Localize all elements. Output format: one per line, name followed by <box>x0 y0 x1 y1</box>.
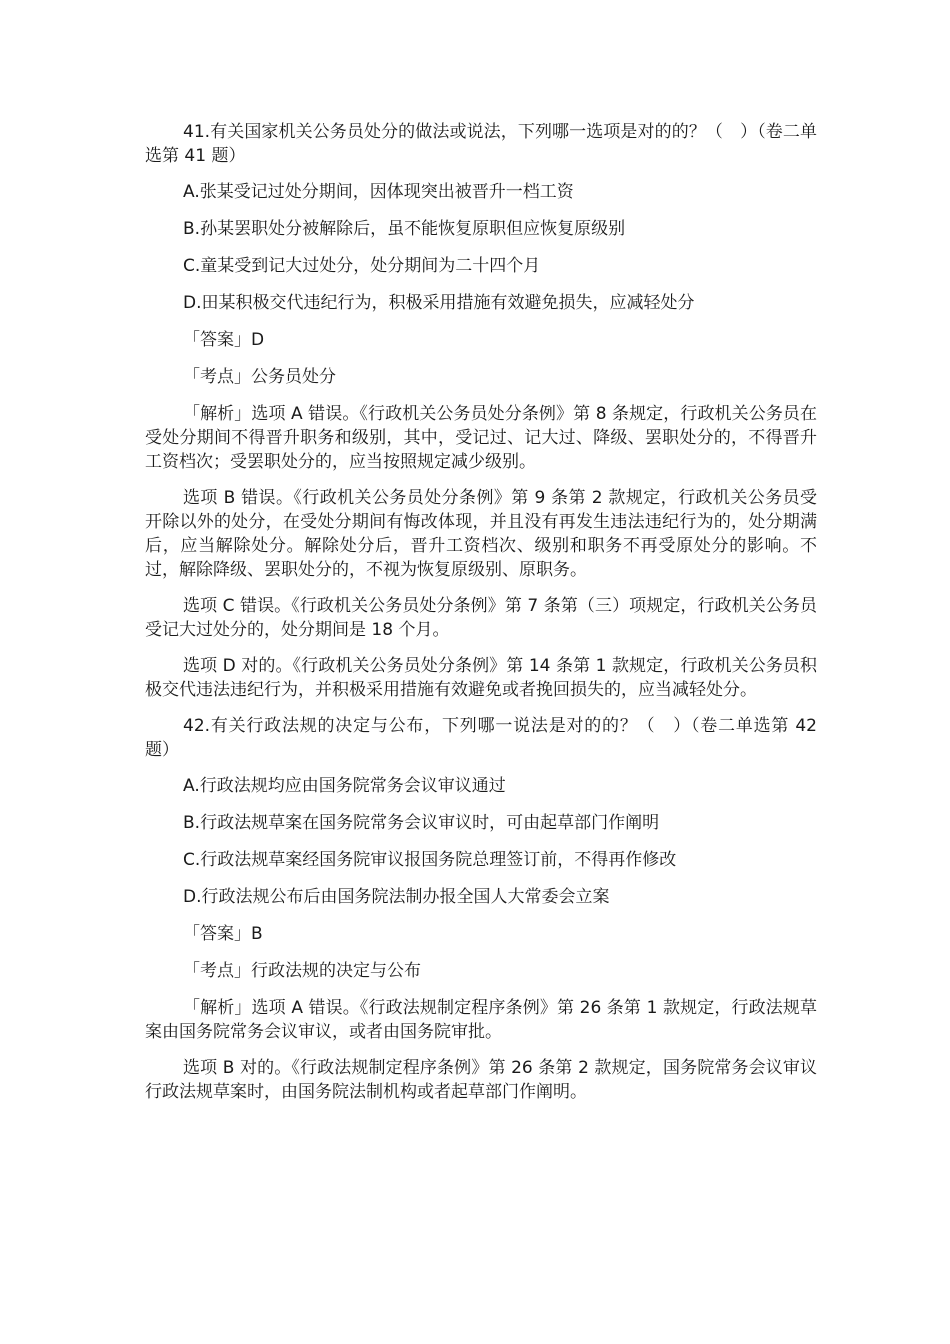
q41-analysis-b: 选项 B 错误。《行政机关公务员处分条例》第 9 条第 2 款规定，行政机关公务员受开除以外的处分，在受处分期间有悔改体现，并且没有再发生违法违纪行为的，处分期满后，应当解除处分。解除处分后，晋升工资档次、级别和职务不再受原处分的影响。不过，解除降级、罢职处分的，不视为恢复原级别、原职务。 <box>145 488 817 580</box>
q41-analysis-c: 选项 C 错误。《行政机关公务员处分条例》第 7 条第（三）项规定，行政机关公务员受记大过处分的，处分期间是 18 个月。 <box>145 596 817 640</box>
q41-point: 「考点」公务员处分 <box>183 367 336 387</box>
q41-analysis-d: 选项 D 对的。《行政机关公务员处分条例》第 14 条第 1 款规定，行政机关公务员积极交代违法违纪行为，并积极采用措施有效避免或者挽回损失的，应当减轻处分。 <box>145 656 817 700</box>
q41-analysis-a: 「解析」选项 A 错误。《行政机关公务员处分条例》第 8 条规定，行政机关公务员在受处分期间不得晋升职务和级别，其中，受记过、记大过、降级、罢职处分的，不得晋升工资档次；受罢职处分的，应当按照规定减少级别。 <box>145 404 817 472</box>
q42-option-a: A.行政法规均应由国务院常务会议审议通过 <box>183 776 506 796</box>
q41-answer: 「答案」D <box>183 330 265 350</box>
q42-option-c: C.行政法规草案经国务院审议报国务院总理签订前，不得再作修改 <box>183 850 677 870</box>
question-42: 42.有关行政法规的决定与公布，下列哪一说法是对的的？（ ）（卷二单选第 42 题） <box>145 716 817 760</box>
q42-option-b: B.行政法规草案在国务院常务会议审议时，可由起草部门作阐明 <box>183 813 660 833</box>
question-41: 41.有关国家机关公务员处分的做法或说法，下列哪一选项是对的的？（ ）（卷二单选第 41 题） <box>145 122 817 166</box>
q41-option-a: A.张某受记过处分期间，因体现突出被晋升一档工资 <box>183 182 574 202</box>
q41-option-d: D.田某积极交代违纪行为，积极采用措施有效避免损失，应减轻处分 <box>183 293 695 313</box>
q41-option-c: C.童某受到记大过处分，处分期间为二十四个月 <box>183 256 541 276</box>
q42-point: 「考点」行政法规的决定与公布 <box>183 961 421 981</box>
q42-analysis-a: 「解析」选项 A 错误。《行政法规制定程序条例》第 26 条第 1 款规定，行政法规草案由国务院常务会议审议，或者由国务院审批。 <box>145 998 817 1042</box>
document-body <box>145 120 817 1116</box>
q41-option-b: B.孙某罢职处分被解除后，虽不能恢复原职但应恢复原级别 <box>183 219 626 239</box>
q42-analysis-b: 选项 B 对的。《行政法规制定程序条例》第 26 条第 2 款规定，国务院常务会议审议行政法规草案时，由国务院法制机构或者起草部门作阐明。 <box>145 1058 817 1102</box>
q42-answer: 「答案」B <box>183 924 263 944</box>
q42-option-d: D.行政法规公布后由国务院法制办报全国人大常委会立案 <box>183 887 610 907</box>
